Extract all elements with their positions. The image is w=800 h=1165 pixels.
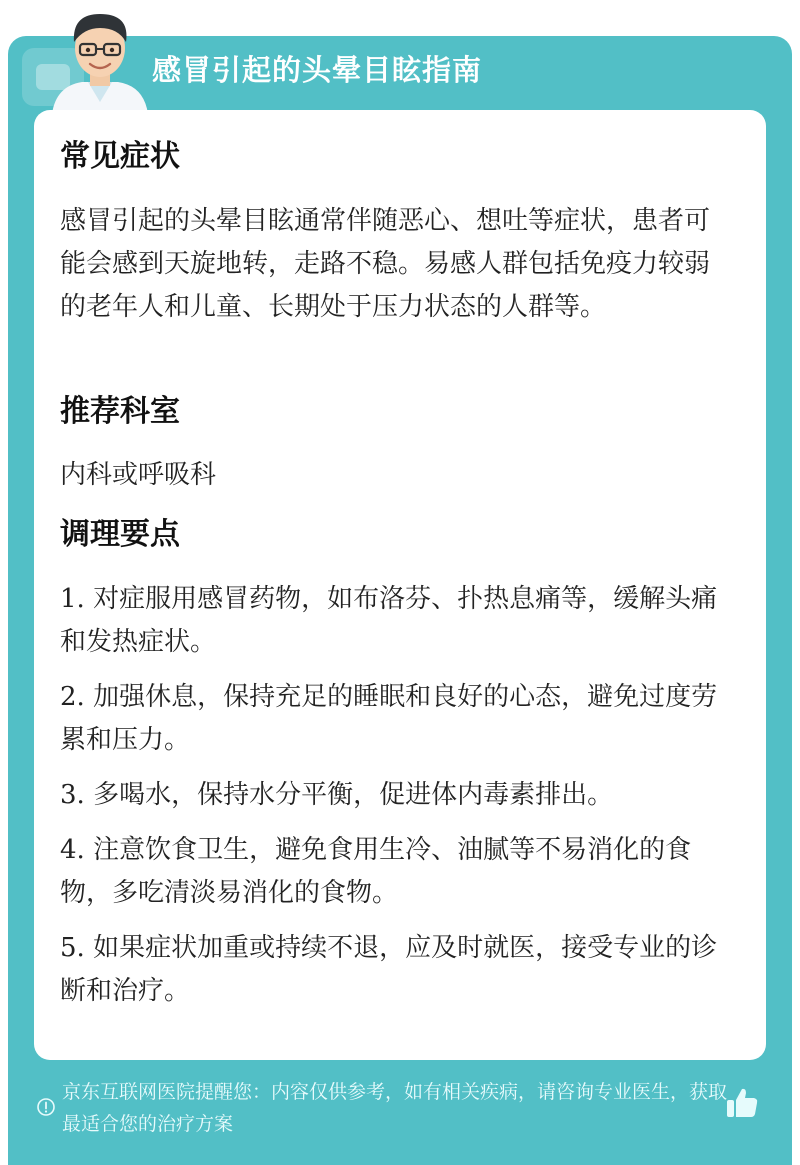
list-item-text: 注意饮食卫生，避免食用生冷、油腻等不易消化的食物，多吃清淡易消化的食物。 [60, 835, 692, 908]
list-item-text: 如果症状加重或持续不退，应及时就医，接受专业的诊断和治疗。 [60, 933, 718, 1006]
list-item [60, 829, 732, 915]
list-item [60, 927, 732, 1013]
info-icon [36, 1097, 56, 1117]
section-body-department: 内科或呼吸科 [60, 460, 217, 490]
list-item-number: 4. [60, 835, 85, 865]
list-item-text: 对症服用感冒药物，如布洛芬、扑热息痛等，缓解头痛和发热症状。 [60, 584, 718, 657]
list-item [60, 578, 732, 664]
section-body-symptoms: 感冒引起的头晕目眩通常伴随恶心、想吐等症状，患者可能会感到天旋地转，走路不稳。易感人群包括免疫力较弱的老年人和儿童、长期处于压力状态的人群等。 [60, 206, 711, 322]
list-item-text: 加强休息，保持充足的睡眠和良好的心态，避免过度劳累和压力。 [60, 682, 718, 755]
thumbs-up-icon[interactable] [724, 1085, 760, 1121]
list-item-text: 多喝水，保持水分平衡，促进体内毒素排出。 [84, 780, 614, 810]
section-heading-care: 调理要点 [60, 517, 180, 552]
list-item-number: 2. [60, 682, 85, 712]
section-heading-department: 推荐科室 [60, 394, 180, 429]
doctor-avatar-icon [48, 6, 152, 114]
disclaimer-text: 京东互联网医院提醒您：内容仅供参考，如有相关疾病，请咨询专业医生，获取最适合您的治疗方案 [62, 1081, 728, 1135]
content-card [34, 110, 766, 1060]
care-list [60, 578, 732, 1025]
section-heading-symptoms: 常见症状 [60, 139, 180, 174]
list-item-number: 3. [60, 780, 85, 810]
list-item [60, 774, 732, 817]
list-item [60, 676, 732, 762]
list-item-number: 5. [60, 933, 85, 963]
list-item-number: 1. [60, 584, 85, 614]
page-title: 感冒引起的头晕目眩指南 [152, 53, 483, 87]
